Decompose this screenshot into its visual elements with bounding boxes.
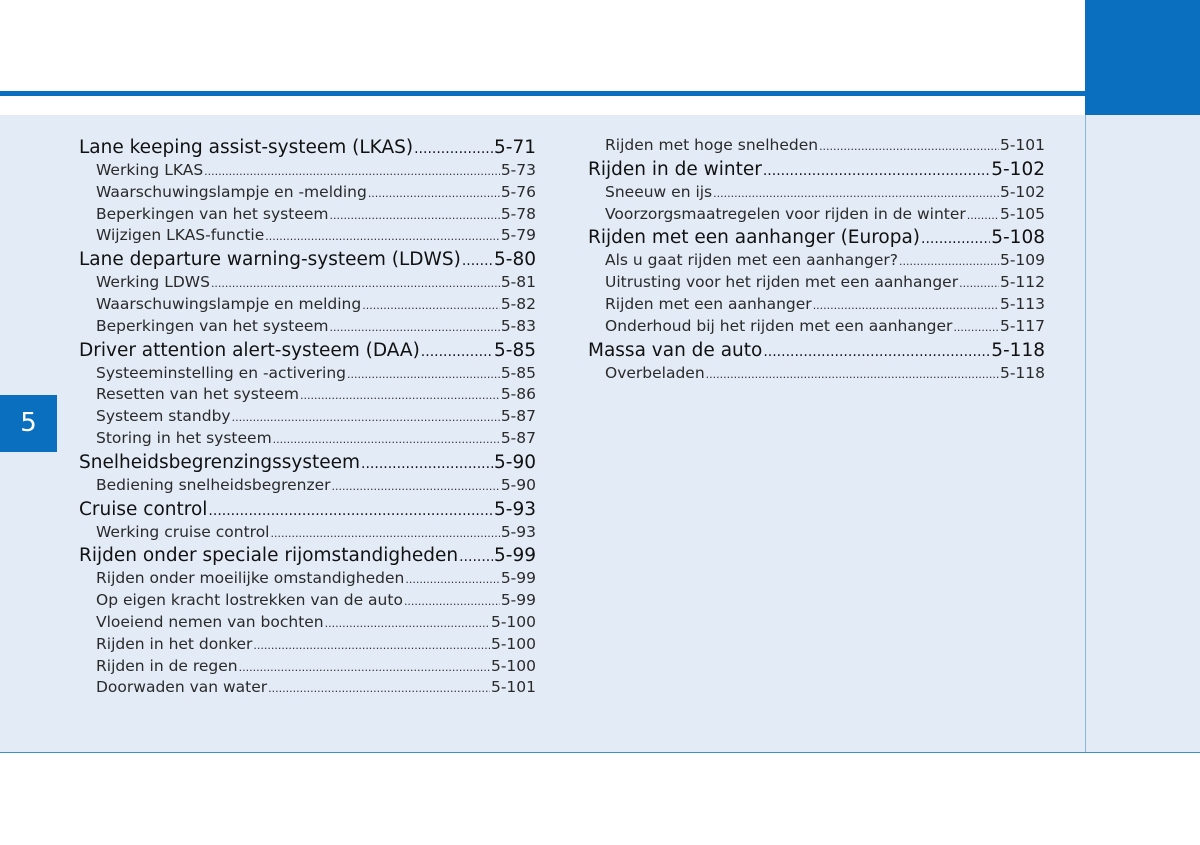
toc-section-entry[interactable]	[79, 135, 536, 160]
toc-entry-label: Lane departure warning-systeem (LDWS)	[79, 249, 461, 271]
toc-entry-label: Systeem standby	[96, 407, 231, 426]
toc-page-number: 5-78	[500, 204, 536, 223]
toc-subsection-entry[interactable]	[588, 250, 1045, 272]
dot-leader	[273, 428, 500, 451]
toc-subsection-entry[interactable]	[79, 384, 536, 406]
toc-page-number: 5-86	[500, 385, 536, 404]
toc-page-number: 5-118	[991, 339, 1045, 361]
dot-leader	[405, 568, 499, 591]
toc-entry-label: Bediening snelheidsbegrenzer	[96, 475, 331, 494]
toc-subsection-entry[interactable]	[588, 316, 1045, 338]
dot-leader	[265, 225, 500, 248]
toc-entry-label: Als u gaat rijden met een aanhanger?	[605, 251, 899, 270]
dot-leader	[462, 247, 493, 274]
toc-subsection-entry[interactable]	[588, 135, 1045, 157]
toc-page-number: 5-102	[991, 158, 1045, 180]
dot-leader	[232, 406, 500, 429]
toc-entry-label: Beperkingen van het systeem	[96, 316, 329, 335]
toc-page-number: 5-93	[494, 498, 536, 520]
toc-page-number: 5-100	[490, 634, 536, 653]
toc-entry-label: Op eigen kracht lostrekken van de auto	[96, 591, 403, 610]
toc-entry-label: Rijden in de winter	[588, 158, 762, 180]
toc-entry-label: Beperkingen van het systeem	[96, 204, 329, 223]
toc-entry-label: Waarschuwingslampje en melding	[96, 294, 362, 313]
toc-subsection-entry[interactable]	[79, 225, 536, 247]
toc-subsection-entry[interactable]	[79, 294, 536, 316]
toc-entry-label: Massa van de auto	[588, 339, 763, 361]
toc-subsection-entry[interactable]	[588, 272, 1045, 294]
header-accent-bar	[0, 91, 1085, 96]
toc-entry-label: Overbeladen	[605, 363, 705, 382]
toc-entry-label: Lane keeping assist-systeem (LKAS)	[79, 137, 414, 158]
toc-entry-label: Rijden met een aanhanger	[605, 294, 812, 313]
toc-subsection-entry[interactable]	[79, 475, 536, 497]
dot-leader	[362, 294, 500, 317]
toc-entry-label: Driver attention alert-systeem (DAA)	[79, 339, 420, 361]
toc-page-number: 5-80	[494, 249, 536, 271]
toc-page-number: 5-112	[999, 273, 1045, 292]
toc-subsection-entry[interactable]	[588, 363, 1045, 385]
toc-page-number: 5-109	[999, 251, 1045, 270]
toc-subsection-entry[interactable]	[79, 272, 536, 294]
toc-entry-label: Systeeminstelling en -activering	[96, 363, 346, 382]
toc-page-number: 5-101	[999, 136, 1045, 154]
toc-subsection-entry[interactable]	[79, 590, 536, 612]
dot-leader	[763, 338, 990, 365]
corner-accent-block	[1085, 0, 1200, 115]
toc-left-column	[79, 135, 536, 699]
toc-subsection-entry[interactable]	[79, 406, 536, 428]
dot-leader	[361, 450, 493, 477]
toc-entry-label: Sneeuw en ijs	[605, 182, 713, 201]
toc-entry-label: Waarschuwingslampje en -melding	[96, 182, 367, 201]
toc-page-number: 5-108	[991, 227, 1045, 249]
toc-page-number: 5-73	[500, 161, 536, 179]
toc-page-number: 5-93	[500, 522, 536, 541]
toc-page-number: 5-85	[494, 339, 536, 361]
toc-page-number: 5-118	[999, 363, 1045, 382]
toc-page-number: 5-85	[500, 363, 536, 382]
toc-entry-label: Snelheidsbegrenzingssysteem	[79, 451, 361, 473]
toc-entry-label: Cruise control	[79, 498, 208, 520]
toc-page-number: 5-113	[999, 294, 1045, 313]
toc-page-number: 5-87	[500, 407, 536, 426]
dot-leader	[404, 590, 500, 613]
toc-page-number: 5-90	[500, 475, 536, 494]
dot-leader	[211, 272, 500, 295]
dot-leader	[899, 250, 999, 273]
toc-entry-label: Vloeiend nemen van bochten	[96, 612, 324, 631]
toc-section-entry[interactable]	[79, 338, 536, 363]
dot-leader	[819, 135, 999, 158]
toc-subsection-entry[interactable]	[79, 204, 536, 226]
toc-entry-label: Rijden onder moeilijke omstandigheden	[96, 569, 405, 588]
toc-entry-label: Uitrusting voor het rijden met een aanhanger	[605, 273, 959, 292]
toc-entry-label: Rijden met een aanhanger (Europa)	[588, 227, 921, 249]
dot-leader	[332, 475, 500, 498]
toc-page-number: 5-105	[999, 204, 1045, 223]
toc-page-number: 5-117	[999, 316, 1045, 335]
toc-entry-label: Onderhoud bij het rijden met een aanhanger	[605, 316, 953, 335]
dot-leader	[421, 338, 493, 365]
toc-page-number: 5-81	[500, 273, 536, 292]
toc-section-entry[interactable]	[588, 225, 1045, 250]
toc-entry-label: Voorzorgsmaatregelen voor rijden in de winter	[605, 204, 966, 223]
toc-subsection-entry[interactable]	[79, 428, 536, 450]
toc-page-number: 5-101	[490, 678, 536, 697]
toc-page-number: 5-99	[500, 569, 536, 588]
toc-subsection-entry[interactable]	[79, 182, 536, 204]
toc-entry-label: Doorwaden van water	[96, 678, 268, 697]
dot-leader	[253, 634, 490, 657]
toc-page-number: 5-90	[494, 451, 536, 473]
toc-subsection-entry[interactable]	[79, 363, 536, 385]
toc-page-number: 5-100	[490, 656, 536, 675]
dot-leader	[967, 204, 999, 227]
dot-leader	[268, 677, 490, 700]
toc-page-number: 5-102	[999, 182, 1045, 201]
toc-subsection-entry[interactable]	[79, 612, 536, 634]
toc-entry-label: Werking cruise control	[96, 522, 270, 541]
toc-subsection-entry[interactable]	[79, 160, 536, 182]
dot-leader	[763, 157, 990, 184]
dot-leader	[368, 182, 500, 205]
toc-page-number: 5-76	[500, 182, 536, 201]
toc-section-entry[interactable]	[79, 450, 536, 475]
toc-right-column	[588, 135, 1045, 384]
toc-entry-label: Wijzigen LKAS-functie	[96, 226, 265, 245]
toc-page-number: 5-82	[500, 294, 536, 313]
toc-page-number: 5-99	[500, 591, 536, 610]
dot-leader	[953, 316, 999, 339]
toc-section-entry[interactable]	[588, 157, 1045, 182]
dot-leader	[208, 497, 493, 524]
toc-subsection-entry[interactable]	[79, 656, 536, 678]
dot-leader	[713, 182, 999, 205]
footer-rule	[0, 752, 1200, 753]
dot-leader	[414, 135, 493, 162]
toc-subsection-entry[interactable]	[79, 677, 536, 699]
dot-leader	[204, 160, 500, 183]
toc-entry-label: Rijden onder speciale rijomstandigheden	[79, 545, 459, 567]
dot-leader	[459, 543, 493, 570]
toc-subsection-entry[interactable]	[588, 294, 1045, 316]
toc-page-number: 5-83	[500, 316, 536, 335]
toc-entry-label: Rijden in de regen	[96, 656, 238, 675]
toc-subsection-entry[interactable]	[79, 522, 536, 544]
dot-leader	[325, 612, 490, 635]
dot-leader	[921, 225, 990, 252]
toc-section-entry[interactable]	[79, 247, 536, 272]
toc-page-number: 5-99	[494, 545, 536, 567]
toc-subsection-entry[interactable]	[79, 568, 536, 590]
dot-leader	[813, 294, 999, 317]
toc-entry-label: Storing in het systeem	[96, 428, 272, 447]
toc-entry-label: Rijden met hoge snelheden	[605, 136, 819, 154]
dot-leader	[706, 363, 999, 386]
dot-leader	[271, 522, 500, 545]
toc-subsection-entry[interactable]	[588, 182, 1045, 204]
toc-subsection-entry[interactable]	[79, 316, 536, 338]
toc-page-number: 5-71	[494, 137, 536, 158]
dot-leader	[239, 656, 490, 679]
toc-subsection-entry[interactable]	[79, 634, 536, 656]
dot-leader	[347, 363, 500, 386]
side-margin-strip	[1085, 115, 1200, 752]
dot-leader	[300, 384, 500, 407]
toc-section-entry[interactable]	[588, 338, 1045, 363]
toc-entry-label: Werking LDWS	[96, 273, 210, 292]
toc-entry-label: Werking LKAS	[96, 161, 204, 179]
toc-page-number: 5-87	[500, 428, 536, 447]
toc-subsection-entry[interactable]	[588, 204, 1045, 226]
dot-leader	[330, 316, 500, 339]
toc-entry-label: Resetten van het systeem	[96, 385, 300, 404]
toc-section-entry[interactable]	[79, 543, 536, 568]
toc-entry-label: Rijden in het donker	[96, 634, 253, 653]
toc-page-number: 5-100	[490, 612, 536, 631]
dot-leader	[330, 204, 500, 227]
chapter-tab[interactable]: 5	[0, 395, 57, 452]
toc-page-number: 5-79	[500, 226, 536, 245]
dot-leader	[959, 272, 999, 295]
toc-section-entry[interactable]	[79, 497, 536, 522]
